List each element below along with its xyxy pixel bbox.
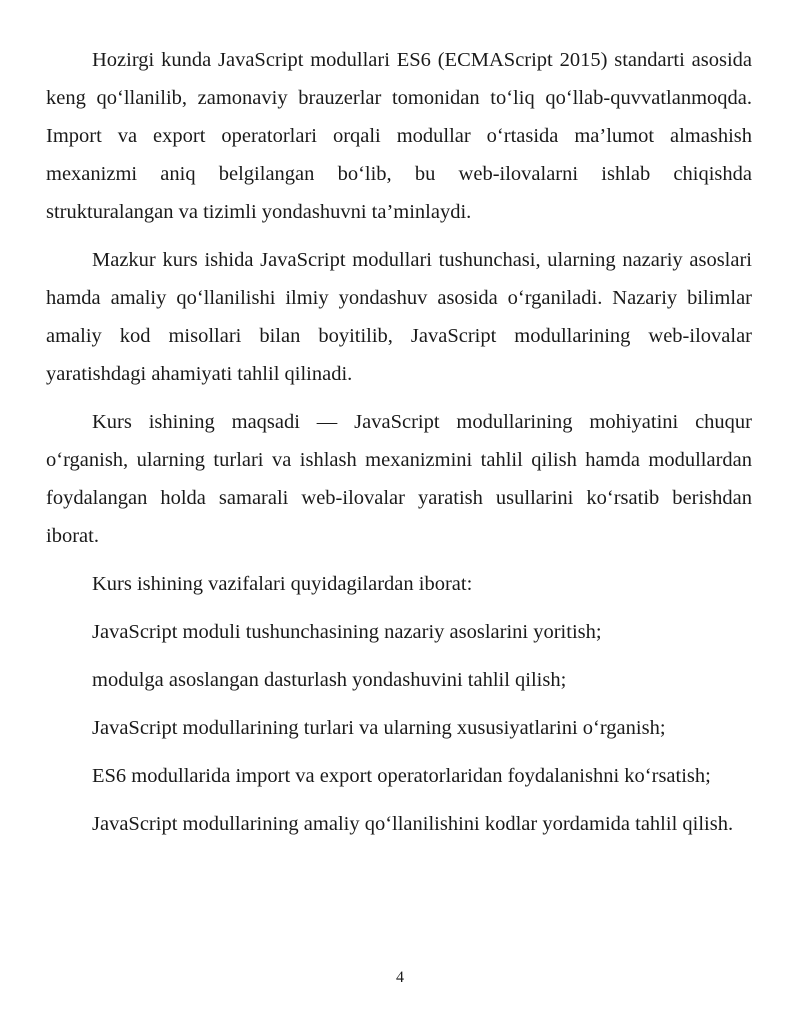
paragraph-course-scope: Mazkur kurs ishida JavaScript modullari tushunchasi, ularning nazariy asoslari hamda amaliy qo‘llanilishi ilmiy yondashuv asosida o‘rganiladi. Nazariy bilimlar amaliy kod misollari bilan boyitilib, JavaScript modullarining web-ilovalar yaratishdagi ahamiyati tahlil qilinadi. — [46, 249, 752, 385]
task-item: JavaScript moduli tushunchasining nazariy asoslarini yoritish; — [92, 621, 602, 643]
paragraph-course-goal: Kurs ishining maqsadi — JavaScript modullarining mohiyatini chuqur o‘rganish, ularning turlari va ishlash mexanizmini tahlil qilish hamda modullardan foydalangan holda samarali web-ilovalar yaratish usullarini ko‘rsatib berishdan iborat. — [46, 411, 752, 547]
task-item: ES6 modullarida import va export operatorlaridan foydalanishni ko‘rsatish; — [92, 765, 711, 787]
paragraph-es6-modules: Hozirgi kunda JavaScript modullari ES6 (ECMAScript 2015) standarti asosida keng qo‘llanilib, zamonaviy brauzerlar tomonidan to‘liq qo‘llab-quvvatlanmoqda. Import va export operatorlari orqali modullar o‘rtasida ma’lumot almashish mexanizmi aniq belgilangan bo‘lib, bu web-ilovalarni ishlab chiqishda strukturalangan va tizimli yondashuvni ta’minlaydi. — [46, 49, 752, 223]
task-item: modulga asoslangan dasturlash yondashuvini tahlil qilish; — [92, 669, 567, 691]
task-item: JavaScript modullarining amaliy qo‘llanilishini kodlar yordamida tahlil qilish. — [92, 813, 734, 835]
document-page — [46, 41, 752, 853]
task-item: JavaScript modullarining turlari va ularning xususiyatlarini o‘rganish; — [92, 717, 666, 739]
paragraph-tasks-intro: Kurs ishining vazifalari quyidagilardan iborat: — [92, 573, 473, 595]
page-number: 4 — [396, 969, 404, 986]
